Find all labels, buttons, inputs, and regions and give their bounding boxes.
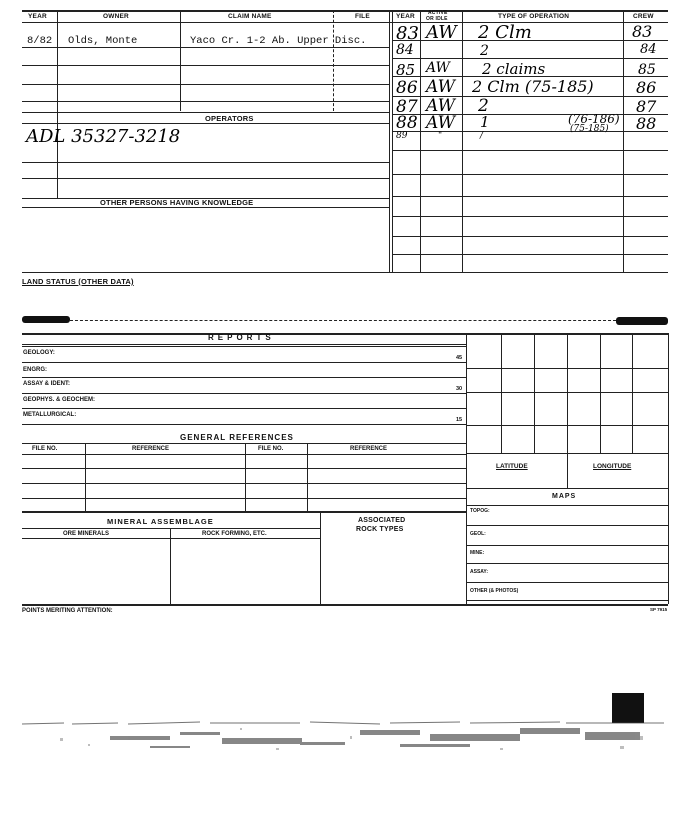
op-type-89: / <box>480 131 484 141</box>
claim-name: Yaco Cr. 1-2 Ab. Upper Disc. <box>190 35 367 47</box>
header-or-idle: OR IDLE <box>426 16 448 22</box>
op-type-85: 2 claims <box>482 60 546 78</box>
op-type-88: 1 <box>480 113 490 131</box>
scale-45: 45 <box>456 355 463 361</box>
op-status-86: AW <box>426 77 456 97</box>
scan-noise-band <box>0 718 678 768</box>
op-crew-87: 87 <box>636 97 657 116</box>
op-year-88: 88 <box>396 113 418 133</box>
op-status-88: AW <box>426 113 456 133</box>
op-crew-86: 86 <box>636 78 657 97</box>
rock-forming: ROCK FORMING, ETC. <box>202 531 267 537</box>
op-status-87: AW <box>426 96 456 116</box>
scale-30: 30 <box>456 386 463 392</box>
op-year-89: 89 <box>396 131 408 141</box>
maps-topog: TOPOG: <box>470 508 490 514</box>
left-edge-mark <box>22 316 70 323</box>
gr-file-no-1: FILE NO. <box>32 446 58 452</box>
form-number: SP 7915 <box>650 607 668 612</box>
op-status-89: " <box>438 131 443 141</box>
ore-minerals: ORE MINERALS <box>63 531 110 537</box>
op-type-84: 2 <box>480 43 489 59</box>
op-status-85: AW <box>426 60 450 76</box>
op-year-85: 85 <box>396 61 416 79</box>
op-status-83: AW <box>426 22 457 43</box>
gr-reference-2: REFERENCE <box>350 446 388 452</box>
op-crew-85: 85 <box>638 62 656 78</box>
claim-owner: Olds, Monte <box>68 35 138 47</box>
maps-geol: GEOL: <box>470 531 486 537</box>
report-metallurgical: METALLURGICAL: <box>23 412 77 418</box>
operators-label: OPERATORS <box>205 114 254 123</box>
op-crew-88: 88 <box>636 114 657 133</box>
header-claim-name: CLAIM NAME <box>228 13 272 20</box>
land-status-label: LAND STATUS (OTHER DATA) <box>22 277 134 286</box>
maps-title: MAPS <box>552 493 577 500</box>
report-assay: ASSAY & IDENT: <box>23 381 71 387</box>
op-crew-84: 84 <box>640 42 657 57</box>
points-meriting-attention: POINTS MERITING ATTENTION: <box>22 608 113 614</box>
report-geology: GEOLOGY: <box>23 350 55 356</box>
header-year: YEAR <box>28 13 47 20</box>
op-note-88a: (76-186) <box>568 112 620 126</box>
right-edge-mark <box>616 317 668 325</box>
op-type-86: 2 Clm (75-185) <box>472 77 594 96</box>
gr-reference-1: REFERENCE <box>132 446 170 452</box>
op-type-87: 2 <box>478 96 489 116</box>
general-references-title: GENERAL REFERENCES <box>180 433 294 442</box>
header-type-of-operation: TYPE OF OPERATION <box>498 13 570 20</box>
gr-file-no-2: FILE NO. <box>258 446 284 452</box>
other-persons-label: OTHER PERSONS HAVING KNOWLEDGE <box>100 198 254 207</box>
op-year-86: 86 <box>396 78 418 98</box>
assoc-line-2: ROCK TYPES <box>356 526 404 533</box>
report-geophys: GEOPHYS. & GEOCHEM: <box>23 397 96 403</box>
scale-15: 15 <box>456 417 463 423</box>
report-engrg: ENGRG: <box>23 367 47 373</box>
op-crew-83: 83 <box>632 22 653 41</box>
op-year-84: 84 <box>396 42 414 58</box>
op-note-88b: (75-185) <box>570 124 609 134</box>
operators-entry: ADL 35327-3218 <box>26 126 181 147</box>
maps-assay: ASSAY: <box>470 569 489 575</box>
header-file: FILE <box>355 13 370 20</box>
longitude-label: LONGITUDE <box>593 463 632 470</box>
op-year-87: 87 <box>396 97 418 117</box>
header-year-2: YEAR <box>396 13 415 20</box>
assoc-line-1: ASSOCIATED <box>358 517 406 524</box>
header-active: ACTIVE <box>428 10 448 16</box>
header-owner: OWNER <box>103 13 129 20</box>
claim-year: 8/82 <box>27 35 53 47</box>
op-year-83: 83 <box>396 23 419 44</box>
mineral-title: MINERAL ASSEMBLAGE <box>107 517 214 526</box>
maps-mine: MINE: <box>470 550 485 556</box>
reports-title: REPORTS <box>208 333 275 342</box>
op-type-83: 2 Clm <box>478 22 532 43</box>
maps-other: OTHER (& PHOTOS) <box>470 588 519 594</box>
latitude-label: LATITUDE <box>496 463 528 470</box>
header-crew: CREW <box>633 13 654 20</box>
